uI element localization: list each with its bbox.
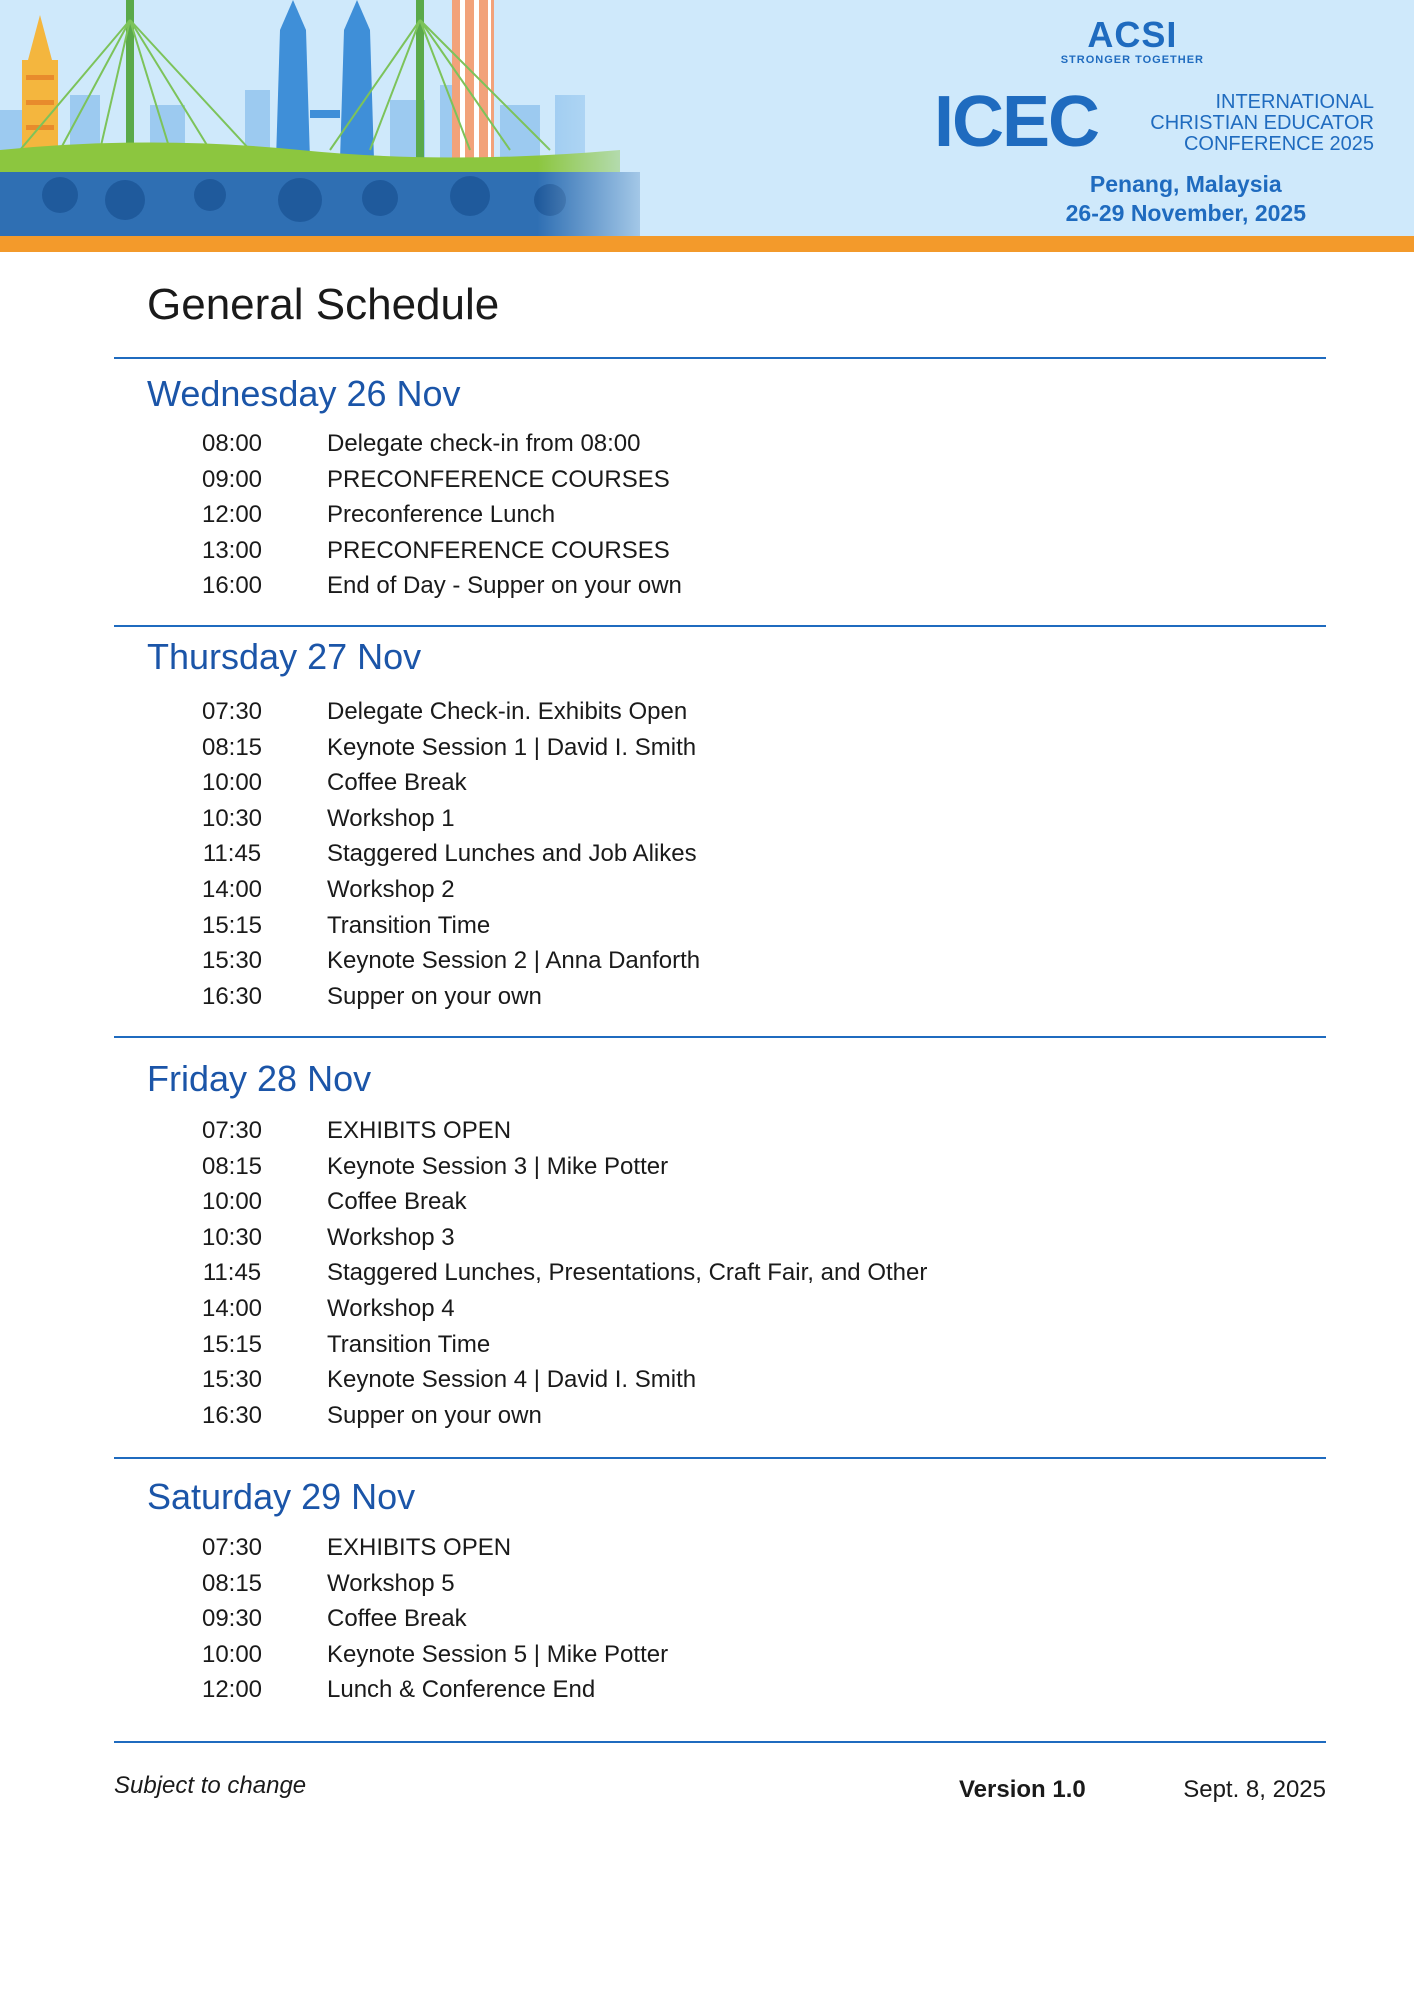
schedule-event: Workshop 5 — [327, 1569, 455, 1597]
schedule-event: Preconference Lunch — [327, 501, 556, 529]
schedule-time: 15:15 — [201, 911, 263, 939]
day-title: Wednesday 26 Nov — [147, 373, 461, 414]
schedule-row — [114, 908, 1326, 944]
schedule-row — [114, 1637, 1326, 1673]
page-footer — [114, 1772, 1326, 1812]
schedule-row — [114, 1149, 1326, 1185]
schedule-row — [114, 533, 1326, 569]
schedule-event: Delegate Check-in. Exhibits Open — [327, 698, 688, 725]
schedule-event: Supper on your own — [327, 1401, 542, 1429]
schedule-event: Keynote Session 2 | Anna Danforth — [327, 947, 701, 975]
header-banner — [0, 0, 1414, 252]
schedule-time: 11:45 — [202, 840, 262, 868]
schedule-row — [114, 462, 1326, 498]
schedule-time: 08:00 — [201, 430, 263, 457]
schedule-time: 07:30 — [201, 1534, 263, 1561]
schedule-event: Coffee Break — [327, 769, 467, 797]
schedule-row — [114, 1398, 1326, 1434]
schedule-event: Workshop 1 — [327, 804, 455, 832]
schedule-event: Lunch & Conference End — [327, 1676, 596, 1704]
schedule-event: Transition Time — [327, 911, 491, 939]
schedule-row — [114, 943, 1326, 979]
schedule-time: 16:30 — [201, 1401, 263, 1429]
schedule-time: 11:45 — [202, 1259, 262, 1287]
day-title: Saturday 29 Nov — [147, 1476, 416, 1517]
revision-date: Sept. 8, 2025 — [1183, 1776, 1326, 1803]
schedule-time: 14:00 — [201, 875, 263, 903]
subject-to-change-note: Subject to change — [114, 1772, 307, 1799]
acsi-tagline: STRONGER TOGETHER — [1060, 54, 1204, 66]
schedule-time: 10:00 — [201, 769, 263, 797]
schedule-row — [114, 801, 1326, 837]
schedule-row — [114, 1291, 1326, 1327]
schedule-event: Supper on your own — [327, 982, 542, 1010]
schedule-time: 09:00 — [201, 465, 263, 493]
conference-name-line: INTERNATIONAL — [1215, 91, 1374, 113]
conference-name-line: CHRISTIAN EDUCATOR — [1150, 112, 1374, 134]
schedule-time: 10:30 — [201, 804, 263, 832]
schedule-event: Keynote Session 1 | David I. Smith — [327, 733, 697, 761]
day-title: Friday 28 Nov — [147, 1058, 372, 1099]
schedule-list — [114, 1530, 1326, 1708]
schedule-row — [114, 568, 1326, 604]
schedule-row — [114, 497, 1326, 533]
schedule-row — [114, 426, 1326, 462]
schedule-row — [114, 1255, 1326, 1291]
schedule-event: PRECONFERENCE COURSES — [327, 465, 670, 493]
schedule-event: Staggered Lunches and Job Alikes — [327, 840, 697, 868]
banner-accent-bar — [0, 236, 1414, 252]
schedule-row — [114, 1530, 1326, 1566]
schedule-time: 09:30 — [201, 1605, 263, 1633]
schedule-time: 13:00 — [201, 536, 263, 564]
divider — [114, 1741, 1326, 1743]
schedule-list — [114, 426, 1326, 604]
schedule-time: 15:30 — [201, 1366, 263, 1394]
schedule-row — [114, 1327, 1326, 1363]
schedule-event: Transition Time — [327, 1330, 491, 1358]
schedule-list — [114, 694, 1326, 1014]
page-title: General Schedule — [147, 280, 500, 329]
schedule-row — [114, 1184, 1326, 1220]
schedule-time: 14:00 — [201, 1294, 263, 1322]
schedule-event: End of Day - Supper on your own — [327, 572, 682, 600]
conference-branding — [934, 10, 1374, 226]
schedule-time: 10:30 — [201, 1223, 263, 1251]
schedule-time: 07:30 — [201, 698, 263, 725]
schedule-row — [114, 872, 1326, 908]
icec-logo — [934, 84, 1374, 164]
schedule-event: Keynote Session 3 | Mike Potter — [327, 1152, 669, 1180]
schedule-time: 10:00 — [201, 1640, 263, 1668]
conference-name-line: CONFERENCE 2025 — [1183, 133, 1374, 155]
schedule-event: Keynote Session 5 | Mike Potter — [327, 1640, 669, 1668]
divider — [114, 625, 1326, 627]
version-label: Version 1.0 — [959, 1776, 1086, 1803]
schedule-row — [114, 694, 1326, 730]
schedule-list — [114, 1113, 1326, 1433]
schedule-event: Workshop 3 — [327, 1223, 455, 1251]
schedule-row — [114, 1566, 1326, 1602]
schedule-time: 08:15 — [201, 1569, 263, 1597]
schedule-row — [114, 1672, 1326, 1708]
schedule-time: 12:00 — [201, 1676, 263, 1704]
schedule-time: 07:30 — [201, 1117, 263, 1144]
schedule-time: 12:00 — [201, 501, 263, 529]
schedule-event: Delegate check-in from 08:00 — [327, 430, 641, 457]
schedule-event: Coffee Break — [327, 1605, 467, 1633]
schedule-time: 15:15 — [201, 1330, 263, 1358]
acsi-wordmark: ACSI — [1087, 14, 1178, 55]
day-title: Thursday 27 Nov — [147, 636, 422, 677]
schedule-time: 10:00 — [201, 1188, 263, 1216]
conference-name — [1150, 92, 1374, 155]
icec-wordmark: ICEC — [934, 82, 1099, 162]
schedule-event: PRECONFERENCE COURSES — [327, 536, 670, 564]
schedule-row — [114, 765, 1326, 801]
schedule-event: Coffee Break — [327, 1188, 467, 1216]
schedule-row — [114, 1362, 1326, 1398]
schedule-time: 16:00 — [201, 572, 263, 600]
divider — [114, 1457, 1326, 1459]
schedule-row — [114, 1113, 1326, 1149]
schedule-time: 08:15 — [201, 733, 263, 761]
acsi-logo — [1061, 16, 1204, 66]
conference-location: Penang, Malaysia — [1089, 171, 1282, 197]
schedule-time: 08:15 — [201, 1152, 263, 1180]
schedule-event: EXHIBITS OPEN — [327, 1117, 512, 1144]
schedule-row — [114, 1601, 1326, 1637]
schedule-row — [114, 1220, 1326, 1256]
conference-location-dates — [1066, 170, 1306, 228]
schedule-event: Staggered Lunches, Presentations, Craft Fair, and Other — [327, 1259, 928, 1287]
schedule-row — [114, 730, 1326, 766]
conference-dates: 26-29 November, 2025 — [1065, 200, 1306, 226]
divider — [114, 357, 1326, 359]
schedule-row — [114, 836, 1326, 872]
schedule-event: Workshop 4 — [327, 1294, 455, 1322]
divider — [114, 1036, 1326, 1038]
schedule-time: 16:30 — [201, 982, 263, 1010]
schedule-row — [114, 979, 1326, 1015]
schedule-event: Workshop 2 — [327, 875, 455, 903]
schedule-event: Keynote Session 4 | David I. Smith — [327, 1366, 697, 1394]
schedule-event: EXHIBITS OPEN — [327, 1534, 512, 1561]
schedule-time: 15:30 — [201, 947, 263, 975]
